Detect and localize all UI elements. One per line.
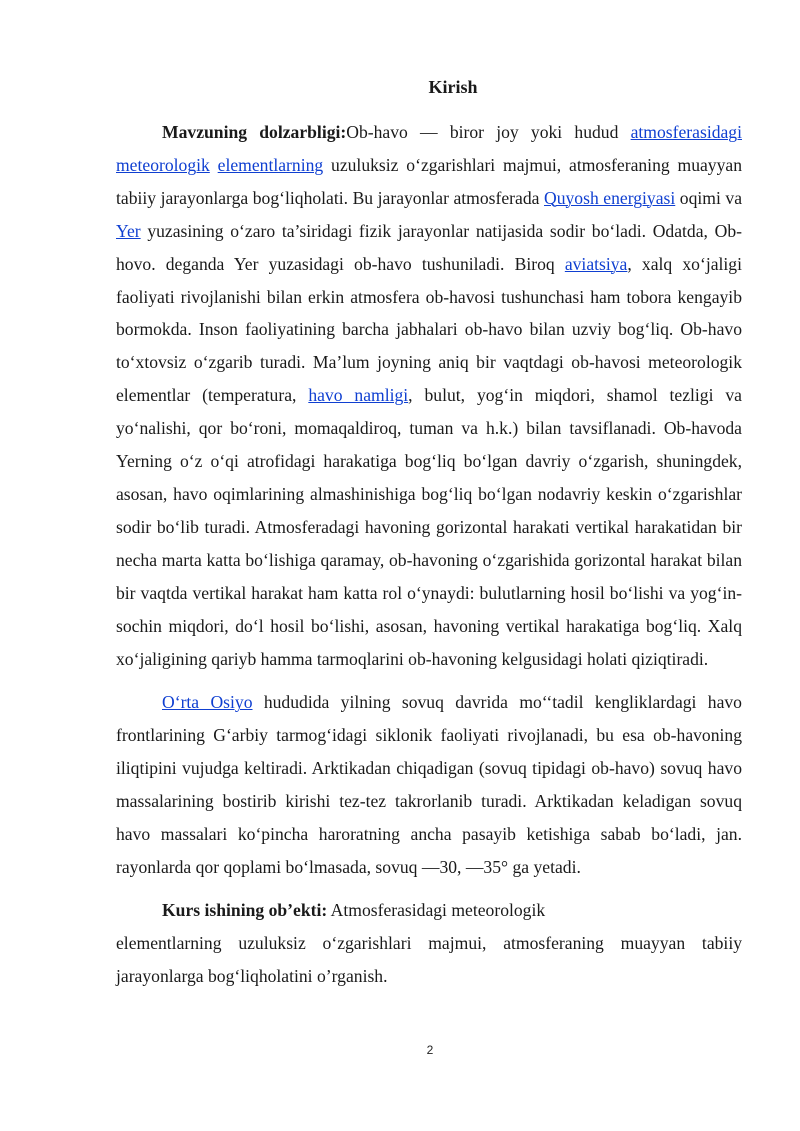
link-elementlarning[interactable]: elementlarning <box>217 154 324 175</box>
paragraph-text: , bulut, yog‘in miqdori, shamol tezligi va yo‘nalishi, qor bo‘roni, momaqaldiroq, tuman va h.k.) bilan tavsiflanadi. Ob-havoda Yerning o‘z o‘qi atrofidagi harakatiga bog‘liq bo‘lgan davriy o‘zgarish, shuningdek, asosan, havo oqimlarining almashinishiga bog‘liq bo‘lgan nodavriy keskin o‘zgarishlar sodir bo‘lib turadi. Atmosferadagi havoning gorizontal harakati vertikal harakatidan bir necha marta katta bo‘lishiga qaramay, ob-havoning o‘zgarishida gorizontal harakat bilan bir vaqtda vertikal harakat ham katta rol o‘ynaydi: bulutlarning hosil bo‘lishi va yog‘in-sochin miqdori, do‘l hosil bo‘lishi, asosan, havoning vertikal harakatiga bog‘liq. Xalq xo‘jaligining qariyb hamma tarmoqlarini ob-havoning kelgusidagi holati qiziqtiradi. <box>116 385 742 669</box>
paragraph-text: Ob-havo — biror joy yoki hudud <box>346 122 631 142</box>
paragraph-text: , xalq xo‘jaligi faoliyati rivojlanishi bilan erkin atmosfera ob-havosi tushunchasi ham tobora kengayib bormokda. Inson faoliyatining barcha jabhalari ob-havo bilan uzviy bog‘liq. Ob-havo to‘xtovsiz o‘zgarib turadi. Ma’lum joyning aniq bir vaqtdagi ob-havosi meteorologik elementlar (temperatura, <box>116 253 742 406</box>
paragraph-text: elementlarning uzuluksiz o‘zgarishlari majmui, atmosferaning muayyan tabiiy jarayonlarga bog‘liqholatini o’rganish. <box>116 932 742 986</box>
relevance-lead: Mavzuning dolzarbligi: <box>162 122 347 142</box>
link-meteorologik[interactable]: meteorologik <box>116 154 210 175</box>
link-havo-namligi[interactable]: havo namligi <box>308 385 409 406</box>
paragraph-course-object <box>116 894 742 993</box>
paragraph-text: yuzasining o‘zaro ta’siridagi fizik jarayonlar natijasida sodir bo‘ladi. Odatda, Ob-hovo. deganda Yer yuzasidagi ob-havo tushuniladi. Biroq <box>116 220 742 274</box>
link-orta-osiyo[interactable]: O‘rta Osiyo <box>162 692 253 713</box>
link-atmosferasidagi[interactable]: atmosferasidagi <box>630 122 742 142</box>
link-quyosh-energiyasi[interactable]: Quyosh energiyasi <box>544 187 676 208</box>
paragraph-text: Atmosferasidagi meteorologik <box>327 899 546 920</box>
paragraph-text: uzuluksiz o‘zgarishlari majmui, atmosferaning muayyan tabiiy jarayonlarga bog‘liqholati. Bu jarayonlar atmosferada <box>116 154 742 208</box>
link-aviatsiya[interactable]: aviatsiya <box>564 253 628 274</box>
paragraph-text: hududida yilning sovuq davrida mo‘‘tadil kengliklardagi havo frontlarining G‘arbiy tarmog‘idagi siklonik faoliyati rivojlanadi, bu esa ob-havoning iliqtipini vujudga keltiradi. Arktikadan chiqadigan (sovuq tipidagi ob-havo) sovuq havo massalarining bostirib kirishi tez-tez takrorlanib turadi. Arktikadan keladigan sovuq havo massalari ko‘pincha haroratning ancha pasayib ketishiga sabab bo‘ladi, jan. rayonlarda qor qoplami bo‘lmasada, sovuq —30, —35° ga yetadi. <box>116 692 742 877</box>
paragraph-text: oqimi va <box>675 187 743 208</box>
paragraph-central-asia <box>116 686 742 883</box>
page-number: 2 <box>426 1043 434 1057</box>
paragraph-relevance <box>116 116 742 675</box>
course-object-lead: Kurs ishining ob’ekti: <box>162 899 328 920</box>
link-yer[interactable]: Yer <box>116 220 141 241</box>
document-body <box>116 116 742 993</box>
page-heading: Kirish <box>428 77 478 97</box>
